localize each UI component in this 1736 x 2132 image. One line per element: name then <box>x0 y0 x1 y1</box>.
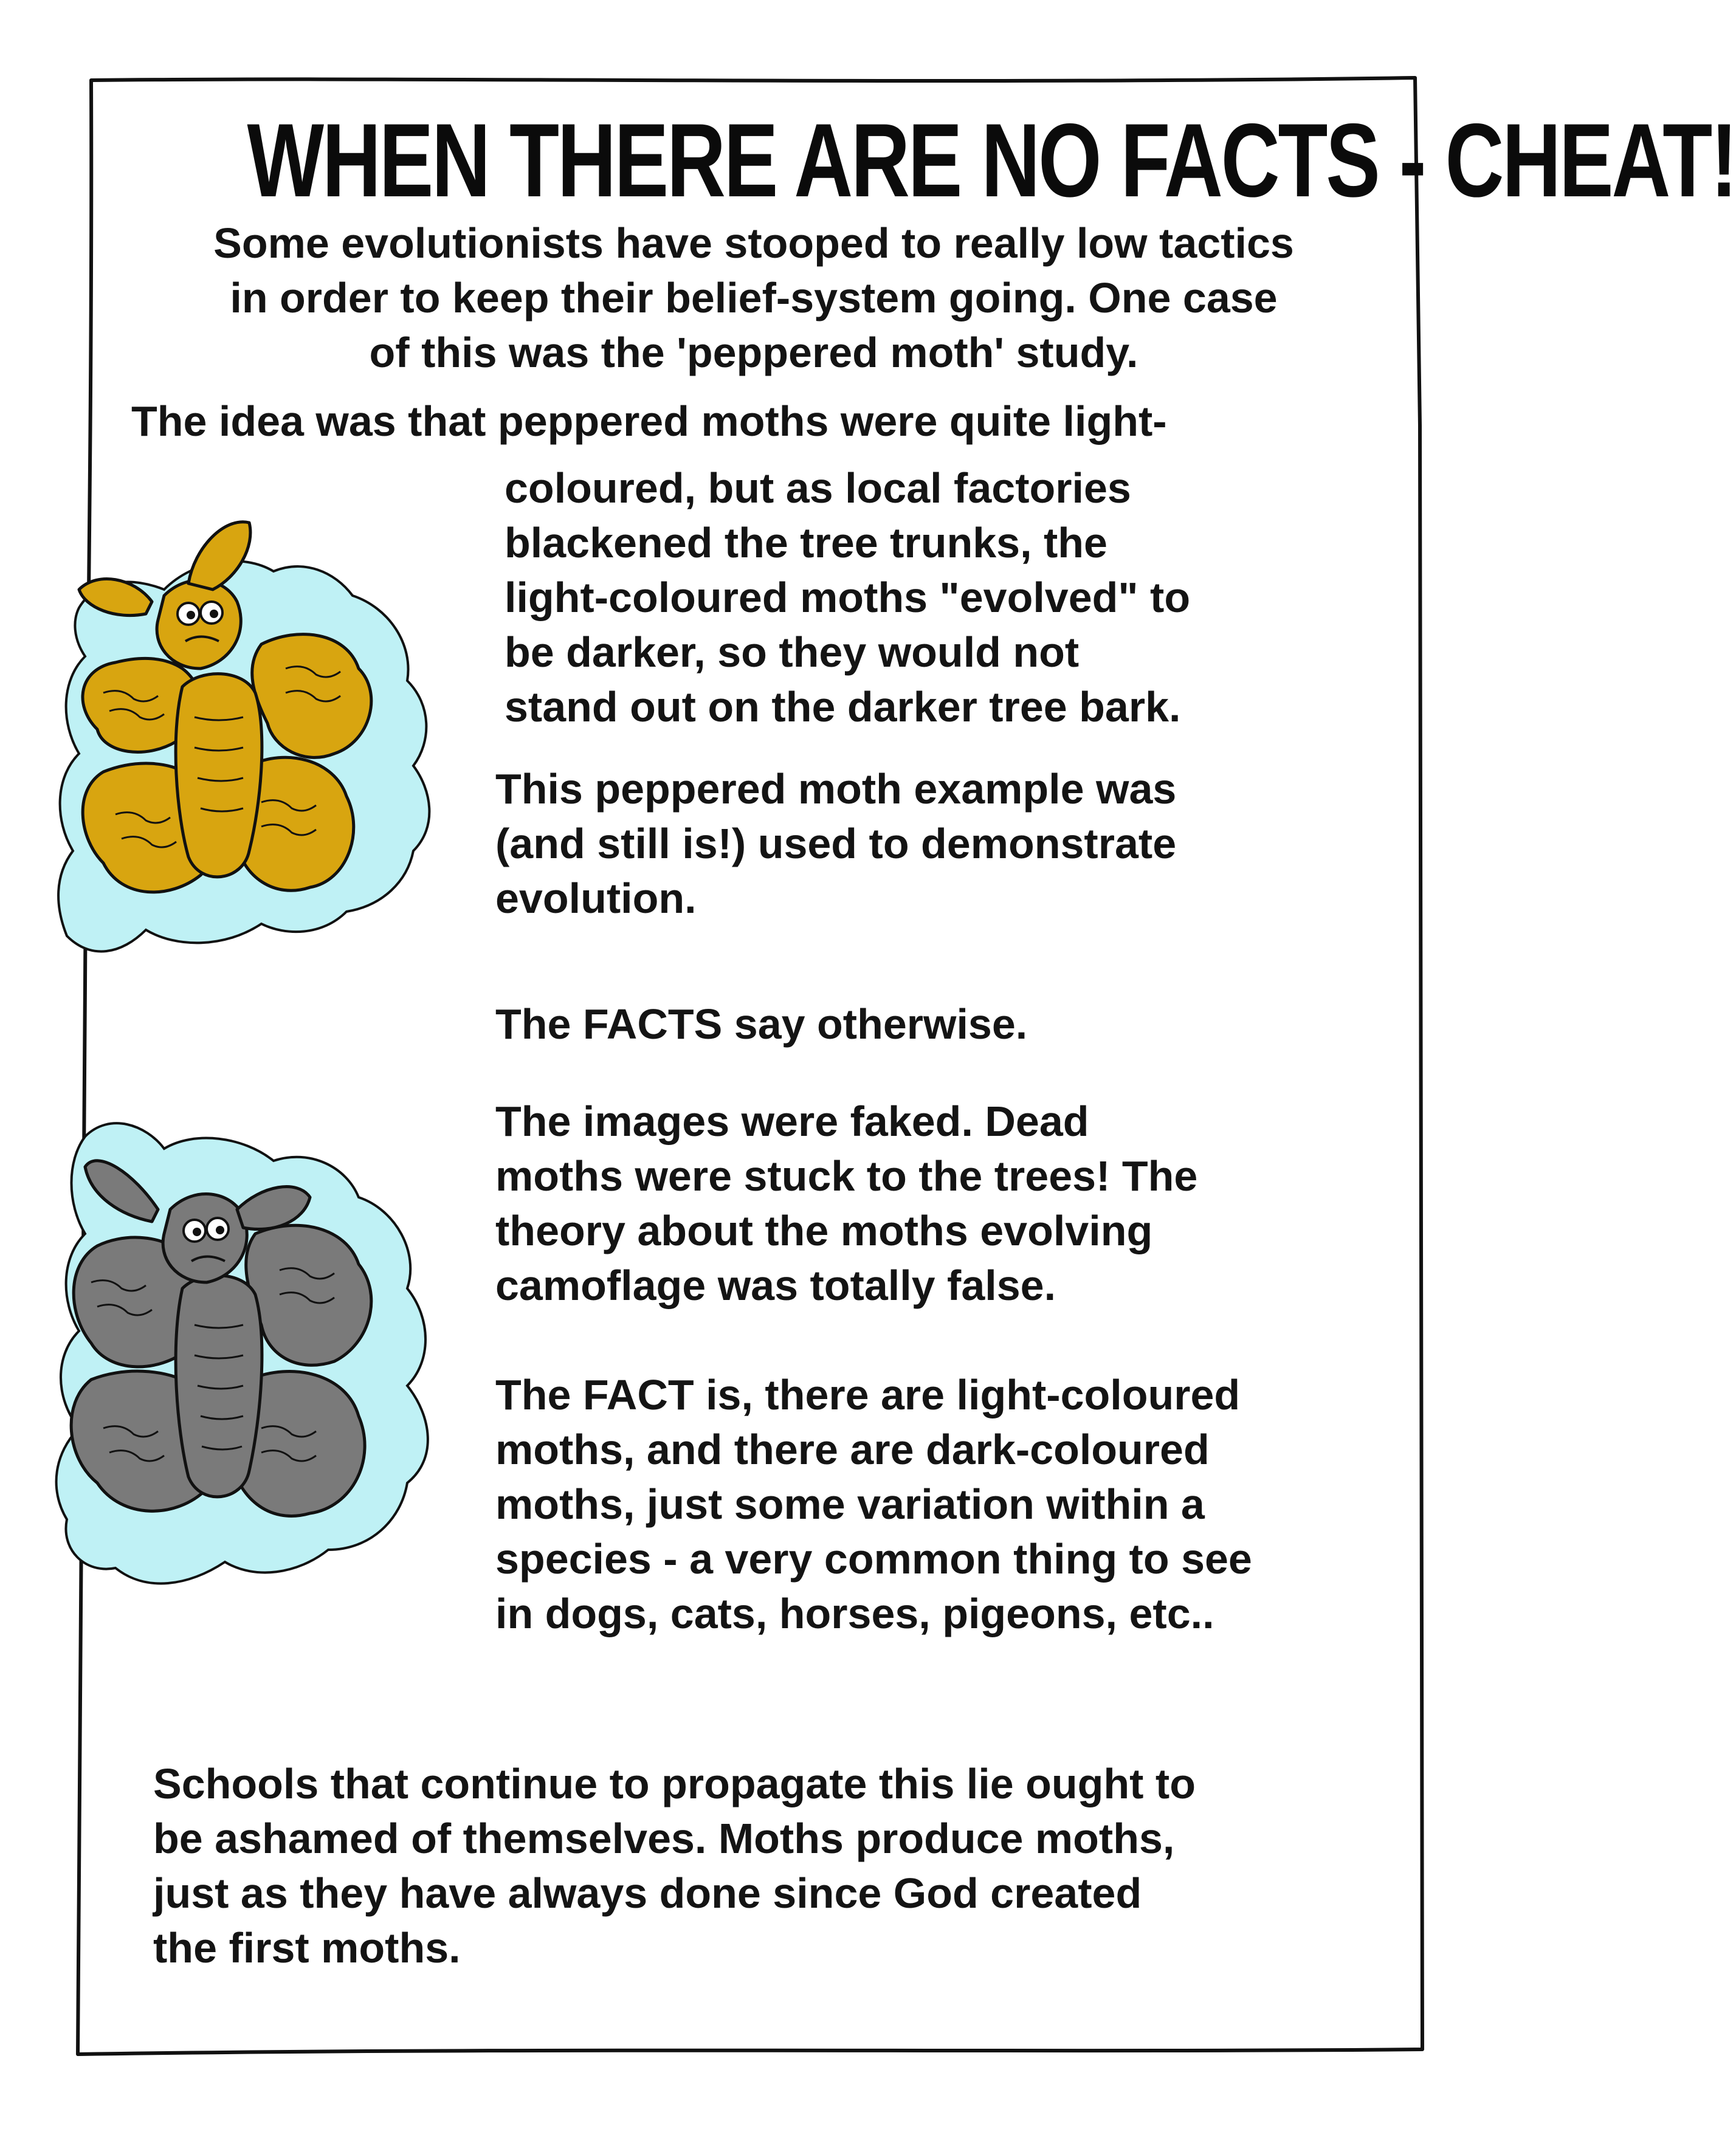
fact-line: in dogs, cats, horses, pigeons, etc.. <box>495 1590 1214 1637</box>
example-line: evolution. <box>495 875 697 922</box>
faked-line: moths were stuck to the trees! The <box>495 1152 1198 1200</box>
intro-paragraph <box>122 216 1386 380</box>
schools-paragraph <box>153 1756 1196 1975</box>
idea-first-line: The idea was that peppered moths were quite light- <box>131 397 1167 445</box>
intro-line: in order to keep their belief-system going. One case <box>230 274 1278 322</box>
example-line: (and still is!) used to demonstrate <box>495 820 1177 867</box>
fact-line: species - a very common thing to see <box>495 1535 1252 1583</box>
light-moth-illustration <box>43 486 456 985</box>
schools-line: just as they have always done since God created <box>153 1869 1142 1917</box>
faked-line: The images were faked. Dead <box>495 1098 1089 1145</box>
example-paragraph <box>495 762 1176 926</box>
fact-line: The FACT is, there are light-coloured <box>495 1371 1241 1418</box>
faked-paragraph <box>495 1094 1197 1313</box>
fact-paragraph <box>495 1367 1252 1641</box>
faked-line: camoflage was totally false. <box>495 1262 1056 1309</box>
schools-line: Schools that continue to propagate this lie ought to <box>153 1760 1196 1807</box>
idea-paragraph <box>505 461 1190 734</box>
idea-line: blackened the tree trunks, the <box>505 519 1107 566</box>
idea-line: be darker, so they would not <box>505 628 1080 676</box>
intro-line: of this was the 'peppered moth' study. <box>369 329 1138 376</box>
fact-line: moths, just some variation within a <box>495 1480 1205 1528</box>
intro-line: Some evolutionists have stooped to really low tactics <box>213 219 1294 267</box>
idea-line: light-coloured moths "evolved" to <box>505 574 1191 621</box>
schools-line: the first moths. <box>153 1924 461 1972</box>
fact-line: moths, and there are dark-coloured <box>495 1426 1210 1473</box>
facts-line: The FACTS say otherwise. <box>495 1000 1028 1048</box>
idea-line: stand out on the darker tree bark. <box>505 683 1181 731</box>
example-line: This peppered moth example was <box>495 765 1177 813</box>
schools-line: be ashamed of themselves. Moths produce moths, <box>153 1815 1175 1862</box>
page-title: WHEN THERE ARE NO FACTS - CHEAT! <box>247 102 1736 219</box>
faked-line: theory about the moths evolving <box>495 1207 1153 1254</box>
idea-line: coloured, but as local factories <box>505 464 1131 512</box>
dark-moth-illustration <box>43 1088 456 1611</box>
